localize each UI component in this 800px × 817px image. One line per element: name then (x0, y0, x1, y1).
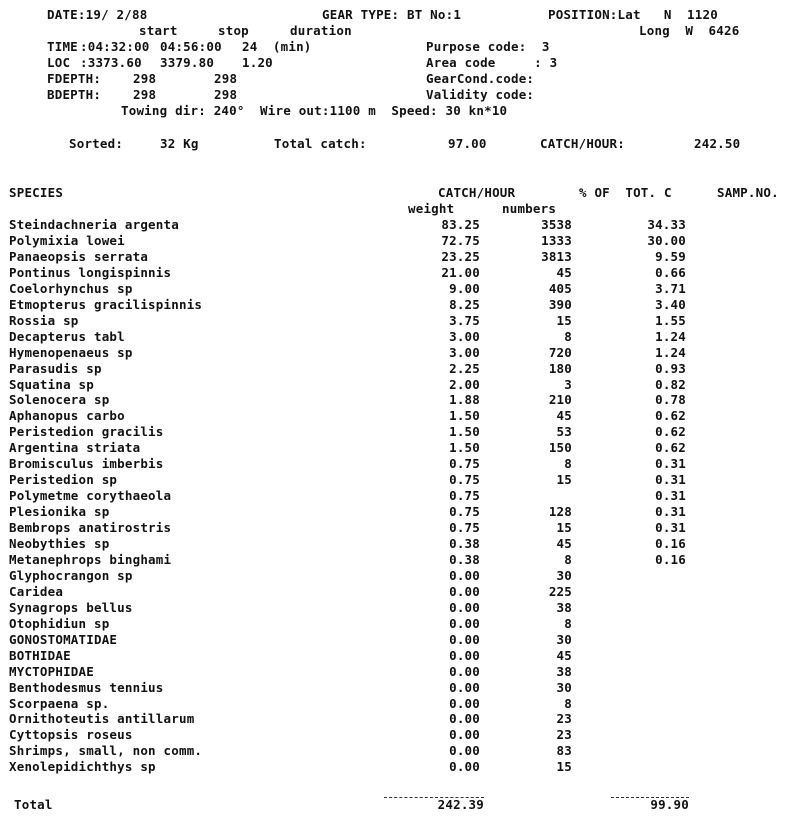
date-field: DATE:19/ 2/88 (47, 7, 148, 22)
weight-value: 21.00 (441, 265, 480, 280)
species-name: Peristedion gracilis (9, 424, 164, 439)
samp-no-header: SAMP.NO. (717, 185, 779, 200)
species-name: Argentina striata (9, 440, 141, 455)
pct-value: 0.31 (655, 520, 686, 535)
species-name: MYCTOPHIDAE (9, 664, 94, 679)
fdepth-label: FDEPTH: (47, 71, 102, 86)
species-name: Benthodesmus tennius (9, 680, 164, 695)
towing-line: Towing dir: 240° Wire out:1100 m Speed: 30 kn*10 (121, 103, 508, 118)
species-name: Steindachneria argenta (9, 217, 179, 232)
weight-value: 0.75 (449, 488, 480, 503)
numbers-value: 390 (548, 297, 572, 312)
pct-value: 30.00 (647, 233, 686, 248)
weight-value: 9.00 (449, 281, 480, 296)
species-name: Hymenopenaeus sp (9, 345, 133, 360)
loc-value: 1.20 (242, 55, 273, 70)
weight-value: 0.75 (449, 472, 480, 487)
position-lat-field: POSITION:Lat N 1120 (548, 7, 718, 22)
species-name: Aphanopus carbo (9, 408, 125, 423)
species-name: Glyphocrangon sp (9, 568, 133, 583)
numbers-value: 15 (556, 313, 572, 328)
weight-value: 0.00 (449, 727, 480, 742)
weight-value: 0.00 (449, 711, 480, 726)
weight-value: 0.00 (449, 632, 480, 647)
numbers-value: 83 (556, 743, 572, 758)
species-name: GONOSTOMATIDAE (9, 632, 118, 647)
pct-value: 34.33 (647, 217, 686, 232)
pct-value: 0.82 (655, 377, 686, 392)
bdepth-start: 298 (133, 87, 157, 102)
validity-code: Validity code: (426, 87, 535, 102)
species-name: Cyttopsis roseus (9, 727, 133, 742)
species-name: Parasudis sp (9, 361, 102, 376)
time-label: TIME (47, 39, 78, 54)
col-start-label: start (139, 23, 178, 38)
numbers-value: 45 (556, 536, 572, 551)
species-name: Plesionika sp (9, 504, 110, 519)
weight-value: 0.00 (449, 664, 480, 679)
weight-value: 0.00 (449, 648, 480, 663)
weight-value: 72.75 (441, 233, 480, 248)
numbers-value: 45 (556, 408, 572, 423)
species-name: Bembrops anatirostris (9, 520, 172, 535)
numbers-value: 150 (548, 440, 572, 455)
loc-start: :3373.60 (80, 55, 142, 70)
fdepth-stop: 298 (214, 71, 238, 86)
numbers-value: 45 (556, 265, 572, 280)
species-name: Bromisculus imberbis (9, 456, 164, 471)
weight-value: 23.25 (441, 249, 480, 264)
weight-value: 1.50 (449, 424, 480, 439)
weight-value: 1.50 (449, 440, 480, 455)
weight-value: 83.25 (441, 217, 480, 232)
bdepth-label: BDEPTH: (47, 87, 102, 102)
numbers-value: 23 (556, 711, 572, 726)
sorted-value: 32 Kg (160, 136, 199, 151)
position-long-field: Long W 6426 (639, 23, 740, 38)
numbers-value: 15 (556, 759, 572, 774)
sorted-label: Sorted: (69, 136, 124, 151)
species-name: Metanephrops binghami (9, 552, 172, 567)
species-name: Solenocera sp (9, 392, 110, 407)
area-code: Area code : 3 (426, 55, 558, 70)
species-name: Scorpaena sp. (9, 696, 110, 711)
weight-value: 3.00 (449, 329, 480, 344)
species-name: Coelorhynchus sp (9, 281, 133, 296)
catch-hour-value: 242.50 (694, 136, 741, 151)
pct-value: 0.78 (655, 392, 686, 407)
numbers-value: 23 (556, 727, 572, 742)
total-label: Total (14, 797, 53, 812)
numbers-value: 8 (564, 329, 572, 344)
pct-value: 3.40 (655, 297, 686, 312)
numbers-value: 38 (556, 664, 572, 679)
numbers-value: 128 (548, 504, 572, 519)
numbers-value: 30 (556, 568, 572, 583)
weight-value: 0.00 (449, 743, 480, 758)
pct-total-header: % OF TOT. C (579, 185, 672, 200)
weight-value: 1.88 (449, 392, 480, 407)
species-name: Shrimps, small, non comm. (9, 743, 203, 758)
numbers-value: 3538 (541, 217, 572, 232)
weight-value: 8.25 (449, 297, 480, 312)
pct-value: 0.62 (655, 424, 686, 439)
weight-value: 0.00 (449, 616, 480, 631)
species-name: Polymixia lowei (9, 233, 125, 248)
catch-hour-label: CATCH/HOUR: (540, 136, 625, 151)
pct-value: 1.55 (655, 313, 686, 328)
species-name: Pontinus longispinnis (9, 265, 172, 280)
total-catch-label: Total catch: (274, 136, 367, 151)
weight-value: 3.00 (449, 345, 480, 360)
numbers-value: 30 (556, 680, 572, 695)
total-pct: 99.90 (650, 797, 689, 812)
gear-type-field: GEAR TYPE: BT No:1 (322, 7, 462, 22)
species-name: Decapterus tabl (9, 329, 125, 344)
weight-value: 0.00 (449, 680, 480, 695)
pct-value: 0.16 (655, 552, 686, 567)
weight-value: 3.75 (449, 313, 480, 328)
species-name: Squatina sp (9, 377, 94, 392)
species-name: Ornithoteutis antillarum (9, 711, 195, 726)
numbers-value: 1333 (541, 233, 572, 248)
species-name: Etmopterus gracilispinnis (9, 297, 203, 312)
pct-value: 0.93 (655, 361, 686, 376)
species-name: Otophidiun sp (9, 616, 110, 631)
weight-value: 0.00 (449, 600, 480, 615)
numbers-value: 225 (548, 584, 572, 599)
weight-value: 0.38 (449, 552, 480, 567)
pct-value: 0.31 (655, 456, 686, 471)
total-catch-value: 97.00 (448, 136, 487, 151)
numbers-value: 720 (548, 345, 572, 360)
numbers-value: 8 (564, 616, 572, 631)
loc-label: LOC (47, 55, 71, 70)
species-name: Xenolepidichthys sp (9, 759, 156, 774)
numbers-value: 8 (564, 552, 572, 567)
pct-value: 0.66 (655, 265, 686, 280)
species-name: BOTHIDAE (9, 648, 71, 663)
total-weight: 242.39 (437, 797, 484, 812)
species-name: Polymetme corythaeola (9, 488, 172, 503)
weight-value: 0.38 (449, 536, 480, 551)
species-header: SPECIES (9, 185, 64, 200)
weight-value: 0.00 (449, 568, 480, 583)
pct-value: 0.16 (655, 536, 686, 551)
weight-value: 1.50 (449, 408, 480, 423)
numbers-value: 45 (556, 648, 572, 663)
weight-value: 0.75 (449, 504, 480, 519)
pct-value: 0.31 (655, 504, 686, 519)
numbers-value: 15 (556, 472, 572, 487)
pct-value: 1.24 (655, 345, 686, 360)
pct-value: 0.62 (655, 440, 686, 455)
time-stop: 04:56:00 (160, 39, 222, 54)
weight-value: 2.00 (449, 377, 480, 392)
gearcond-code: GearCond.code: (426, 71, 535, 86)
weight-value: 0.75 (449, 456, 480, 471)
numbers-header: numbers (502, 201, 557, 216)
weight-value: 2.25 (449, 361, 480, 376)
species-name: Synagrops bellus (9, 600, 133, 615)
catch-hour-header: CATCH/HOUR (438, 185, 516, 200)
pct-value: 1.24 (655, 329, 686, 344)
col-stop-label: stop (218, 23, 249, 38)
species-name: Rossia sp (9, 313, 79, 328)
pct-value: 3.71 (655, 281, 686, 296)
species-name: Caridea (9, 584, 64, 599)
numbers-value: 53 (556, 424, 572, 439)
time-duration: 24 (min) (242, 39, 312, 54)
numbers-value: 30 (556, 632, 572, 647)
weight-value: 0.00 (449, 696, 480, 711)
numbers-value: 210 (548, 392, 572, 407)
pct-value: 0.62 (655, 408, 686, 423)
numbers-value: 8 (564, 456, 572, 471)
col-duration-label: duration (290, 23, 352, 38)
pct-value: 9.59 (655, 249, 686, 264)
fdepth-start: 298 (133, 71, 157, 86)
weight-value: 0.75 (449, 520, 480, 535)
species-name: Panaeopsis serrata (9, 249, 149, 264)
numbers-value: 3 (564, 377, 572, 392)
loc-stop: 3379.80 (160, 55, 215, 70)
purpose-code: Purpose code: 3 (426, 39, 550, 54)
numbers-value: 3813 (541, 249, 572, 264)
weight-value: 0.00 (449, 584, 480, 599)
weight-value: 0.00 (449, 759, 480, 774)
pct-value: 0.31 (655, 472, 686, 487)
time-start: :04:32:00 (80, 39, 150, 54)
numbers-value: 38 (556, 600, 572, 615)
species-name: Neobythies sp (9, 536, 110, 551)
numbers-value: 405 (548, 281, 572, 296)
numbers-value: 180 (548, 361, 572, 376)
numbers-value: 8 (564, 696, 572, 711)
weight-header: weight (408, 201, 455, 216)
pct-value: 0.31 (655, 488, 686, 503)
species-name: Peristedion sp (9, 472, 118, 487)
bdepth-stop: 298 (214, 87, 238, 102)
numbers-value: 15 (556, 520, 572, 535)
